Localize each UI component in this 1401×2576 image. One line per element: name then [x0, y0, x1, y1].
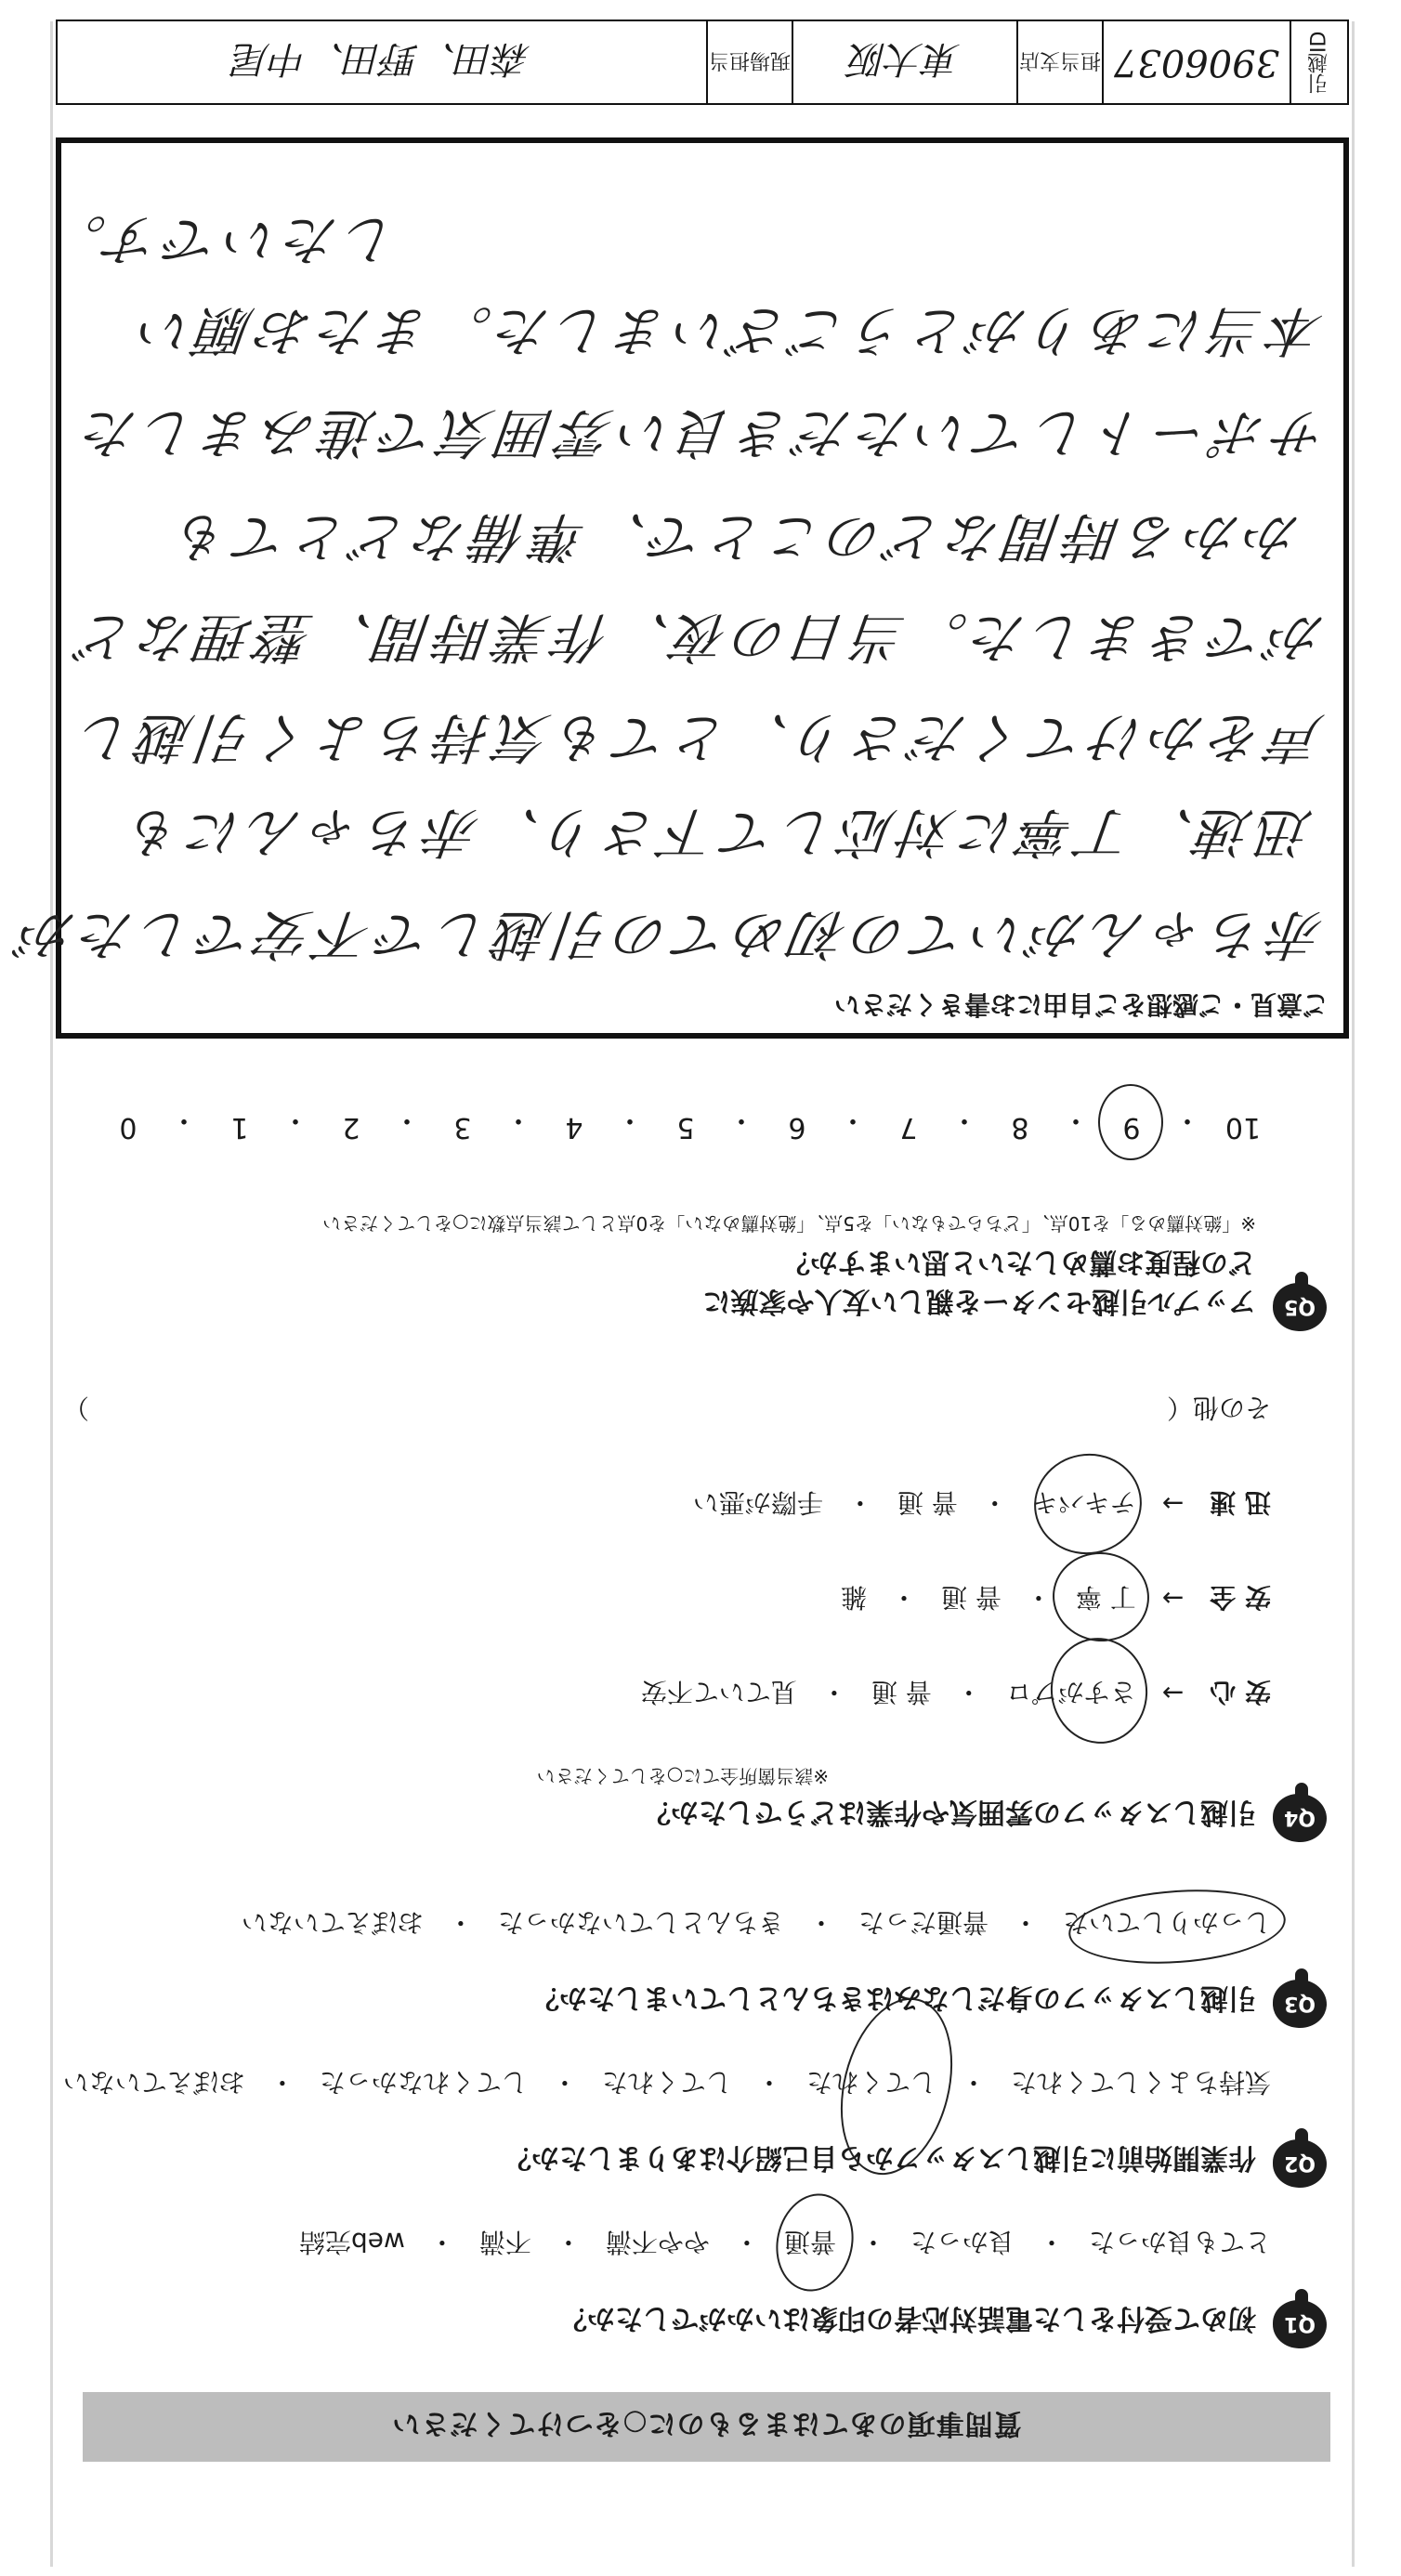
q1-option-normal[interactable]: 普通: [784, 2225, 836, 2262]
q5-question-line1: アップル引越センターを親しい友人や家族に: [702, 1285, 1256, 1317]
instruction-banner: 質問事項のあてはまるものに○をつけてください: [83, 2392, 1330, 2462]
q1-option-web[interactable]: web完結: [298, 2227, 405, 2257]
id-label: 引越ID: [1290, 21, 1347, 103]
q5-score-6[interactable]: 6: [788, 1111, 806, 1144]
q1-option-slightly-dissatisfied[interactable]: やや不満: [605, 2227, 710, 2257]
q4-option-pro[interactable]: さすがプロ: [1006, 1675, 1136, 1712]
q2-question: 作業開始前に引越しスタッフから自己紹介はありましたか？: [504, 2141, 1256, 2174]
staff-label: 現場担当: [706, 21, 792, 103]
q1-option-very-good[interactable]: とても良かった: [1088, 2227, 1271, 2257]
q4-row-label: 迅 速: [1210, 1487, 1271, 1518]
q4-row-anzen: 安 全 → 丁 寧 ・ 普 通 ・ 雑: [841, 1580, 1271, 1617]
q5-score-0[interactable]: 0: [119, 1111, 137, 1144]
q2-options: 気持ちよくしてくれた ・ してくれた ・ してくれた ・ してくれなかった ・ おぼえていない: [63, 2065, 1271, 2102]
branch-label: 担当支店: [1016, 21, 1102, 103]
q5-score-1[interactable]: 1: [230, 1111, 249, 1144]
branch-value: 東大阪: [792, 21, 1016, 103]
q5-score-5[interactable]: 5: [676, 1111, 695, 1144]
q2-option-yes-2[interactable]: してくれた: [601, 2067, 732, 2098]
comment-line-3: 声をかけてくださり、とても気持ちよく引越し: [71, 706, 1328, 769]
q1-question: 初めて受付をした電話対応者の印象はいかがでしたか？: [559, 2302, 1256, 2334]
q3-option-dont-remember[interactable]: おぼえていない: [241, 1907, 424, 1938]
comment-line-8: したいです。: [42, 208, 402, 271]
comment-line-1: 赤ちゃんがいての初めての引越しで不安でしたが: [11, 903, 1328, 966]
q4-row-jinsoku: 迅 速 → テキパキ ・ 普 通 ・ 手際が悪い: [693, 1485, 1271, 1523]
q4-option-normal[interactable]: 普 通: [871, 1677, 932, 1707]
q5-score-4[interactable]: 4: [565, 1111, 583, 1144]
q2-option-no[interactable]: してくれなかった: [319, 2067, 528, 2098]
q3-question: 引越しスタッフの身だしなみはきちんとしていましたか？: [531, 1981, 1256, 2014]
q5-score-7[interactable]: 7: [899, 1111, 918, 1144]
comment-line-7: 本当にありがとうございました。またお願い: [130, 299, 1328, 362]
q4-option-careful[interactable]: 丁 寧: [1076, 1580, 1136, 1617]
q4-badge: Q4: [1273, 1794, 1327, 1842]
q1-options: とても良かった ・ 良かった ・ 普通 ・ やや不満 ・ 不満 ・ web完結: [299, 2225, 1271, 2262]
q2-option-yes[interactable]: してくれた: [806, 2065, 936, 2102]
staff-value: 森田、野田、中尾: [233, 37, 530, 81]
q5-scale: 10 ・ 9 ・ 8 ・ 7 ・ 6 ・ 5 ・ 4 ・ 3 ・ 2 ・ 1 ・ 0: [108, 1103, 1264, 1144]
q4-option-brisk[interactable]: テキパキ: [1032, 1485, 1136, 1523]
q1-option-dissatisfied[interactable]: 不満: [478, 2227, 531, 2257]
q3-option-not-neat[interactable]: きちんとしていなかった: [497, 1907, 784, 1938]
q2-badge: Q2: [1273, 2139, 1327, 2188]
q3-option-normal[interactable]: 普通だった: [858, 1907, 989, 1938]
q2-option-pleasant[interactable]: 気持ちよくしてくれた: [1010, 2067, 1271, 2098]
q1-option-good[interactable]: 良かった: [910, 2227, 1015, 2257]
q4-option-clumsy[interactable]: 手際が悪い: [692, 1487, 823, 1518]
q4-option-rough[interactable]: 雑: [840, 1582, 867, 1613]
comment-line-5: かかる時間などのことで、準備などとても: [167, 505, 1303, 569]
q5-score-9[interactable]: 9: [1111, 1103, 1152, 1144]
q3-badge: Q3: [1273, 1980, 1327, 2028]
comment-line-6: サポートしていただき良い雰囲気で進みました: [74, 401, 1331, 464]
comment-line-2: 迅速、丁寧に対応して下さり、赤ちゃんにも: [119, 801, 1316, 864]
q4-other-label: その他（: [1166, 1393, 1271, 1423]
q5-score-10[interactable]: 10: [1224, 1111, 1262, 1144]
q3-option-neat[interactable]: しっかりしていた: [1063, 1905, 1271, 1942]
staff-info-table: [56, 20, 1349, 105]
q4-option-normal[interactable]: 普 通: [940, 1582, 1002, 1613]
q2-option-dont-remember[interactable]: おぼえていない: [62, 2067, 245, 2098]
q4-row-label: 安 心: [1210, 1677, 1271, 1707]
q1-badge: Q1: [1273, 2300, 1327, 2348]
q4-note: ※該当箇所全てに○をしてください: [536, 1765, 829, 1787]
q5-score-2[interactable]: 2: [342, 1111, 360, 1144]
q4-row-label: 安 全: [1210, 1582, 1271, 1613]
q3-options: しっかりしていた ・ 普通だった ・ きちんとしていなかった ・ おぼえていない: [242, 1905, 1271, 1942]
comments-title: ご意見・ご感想をご自由にお書きください: [833, 989, 1329, 1020]
q5-note: ※「絶対薦める」を10点、「どちらでもない」を5点、「絶対薦めない」を0点として該当点数に○をしてください: [322, 1212, 1256, 1235]
q4-option-anxious[interactable]: 見ていて不安: [640, 1677, 797, 1707]
q5-score-8[interactable]: 8: [1011, 1111, 1029, 1144]
q5-score-3[interactable]: 3: [453, 1111, 472, 1144]
comment-line-4: ができました。当日の夜、作業時間、整理など: [71, 606, 1328, 669]
q4-other-row: [63, 1391, 1271, 1428]
q4-question: 引越しスタッフの雰囲気や作業はどうでしたか？: [643, 1796, 1256, 1828]
q4-row-anshin: 安 心 → さすがプロ ・ 普 通 ・ 見ていて不安: [641, 1675, 1271, 1712]
q5-question-line2: どの程度お薦めしたいと思いますか？: [782, 1246, 1256, 1278]
q4-option-normal[interactable]: 普 通: [897, 1487, 958, 1518]
id-value: 3906037: [1102, 21, 1290, 103]
q5-badge: Q5: [1273, 1283, 1327, 1331]
q4-other-close: ）: [63, 1393, 90, 1423]
